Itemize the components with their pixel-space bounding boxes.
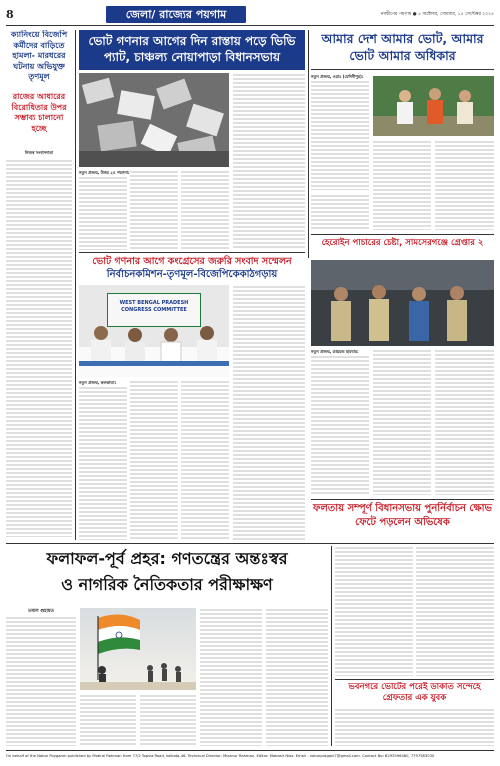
congress-banner-text: WEST BENGAL PRADESH CONGRESS COMMITTEE: [119, 300, 189, 313]
story-rule: [311, 234, 494, 235]
left-byline: নিজস্ব সংবাদদাতা: [24, 150, 54, 155]
heroin-headline: হেরোইন পাচারের চেষ্টা, সামসেরগঞ্জে গ্রেপ্তার ২: [321, 238, 484, 248]
left-body-text: [6, 159, 72, 537]
result-body-col1: [311, 355, 369, 495]
column-rule: [308, 30, 309, 258]
footer-imprint: On behalf of the Notun Poyganm published by Motiral Rahman from 77/2 Topsia Road, kolkata-46. Technical Director: Mizanur Rahman. Editor: Mabasir Niaz. Email - notunpraganl7@gmail.com. Contact No: 8293596460, 7797583030: [6, 754, 435, 758]
lead-body-col3: [181, 170, 229, 250]
right-body-col3: [435, 140, 494, 230]
police-photo: [311, 260, 494, 346]
result-body-col2: [373, 349, 431, 495]
dateline: নবদ্বীপের পয়গাম ● ৫ অক্টোবর, সোমবার, ১৫ সেপ্টেম্বর ২০২৫: [380, 12, 494, 17]
congress-body-col1: [79, 386, 127, 540]
story-rule: [335, 679, 494, 680]
lead-story: [79, 30, 305, 250]
editorial-body-col4: [200, 608, 262, 746]
story-rule: [79, 252, 305, 253]
congress-headline-1: ভোট গণনার আগে কংগ্রেসের জরুরি সংবাদ সম্মেলন: [92, 256, 292, 267]
congress-dateline: নতুন প্রজন্ম, কলকাতা:: [79, 380, 117, 385]
lead-body-col1: [79, 176, 127, 250]
flag-photo: [80, 608, 196, 690]
left-headline: ক্যানিংয়ে বিজেপি কর্মীদের বাড়িতে হামলা- মারধরের ঘটনায় অভিযুক্ত তৃণমূল: [10, 30, 68, 81]
result-dateline: নতুন প্রজন্ম, ডায়মন্ড হারবার:: [311, 349, 359, 354]
editorial-body-col5: [266, 608, 328, 746]
left-column-story: [6, 30, 72, 540]
editorial-headline-box: [6, 546, 328, 604]
right-body-col1b: [311, 194, 369, 230]
footer-rule: [6, 750, 494, 751]
right-story: [311, 30, 494, 258]
story-rule: [311, 499, 494, 500]
bottom-right-body: [335, 708, 494, 746]
column-rule: [331, 546, 332, 746]
lead-body-col2: [130, 170, 178, 250]
bottom-right-col2: [416, 546, 494, 676]
masthead-rule: [6, 25, 494, 26]
editorial-byline: তমাল গুহায়ত: [28, 609, 54, 614]
editorial-headline-2: ও নাগরিক নৈতিকতার পরীক্ষাক্ষণ: [61, 575, 273, 594]
right-body-col2: [373, 140, 431, 230]
voting-photo: [373, 76, 494, 136]
section-title: জেলা/ রাজ্যের পয়গাম: [125, 8, 227, 21]
congress-body-col3: [181, 380, 229, 540]
section-rule: [6, 543, 494, 544]
bottom-right-headline: ভবনগরে ভোটের পরেই ডাকাত সন্দেহে গ্রেফতার এক যুবক: [348, 682, 481, 703]
result-story: [311, 349, 494, 540]
section-banner: [106, 6, 246, 23]
lead-headline: ভোট গণনার আগের দিন রাস্তায় পড়ে ভিভি প্যাট, চাঞ্চল্য নোয়াপাড়া বিধানসভায়: [79, 30, 305, 70]
masthead: [6, 6, 494, 23]
right-headline: আমার দেশ আমার ভোট, আমার ভোট আমার অধিকার: [311, 30, 494, 70]
page-number: 8: [6, 8, 14, 21]
vvpat-photo: [79, 73, 229, 167]
left-subhead: রাজের আধারের বিরোধিতার উপর সম্ভাব্য চালানো হচ্ছে: [11, 92, 67, 133]
editorial-body-col1: [6, 616, 76, 746]
column-rule: [75, 30, 76, 540]
congress-press-photo: [79, 285, 229, 377]
result-headline: ফলতায় সম্পূর্ণ বিধানসভায় পুনর্নির্বাচন ক্ষোভ ফেটে পড়লেন অভিষেক: [313, 503, 492, 528]
editorial-body-col3: [140, 694, 196, 746]
lead-dateline: নতুন প্রজন্ম, উত্তর ২৪ পরগনা:: [79, 170, 130, 175]
right-dateline: নতুন প্রজন্ম, ওয়াঃ (মেদিনীপুর):: [311, 74, 364, 79]
congress-story: [79, 255, 305, 540]
lead-body-right: [233, 73, 305, 250]
editorial-headline-1: ফলাফল-পূর্ব প্রহর: গণতন্ত্রের অন্তঃস্বর: [46, 549, 288, 568]
editorial-body-col2: [80, 694, 136, 746]
congress-headline-2: নির্বাচনকমিশন-তৃণমূল-বিজেপিকেকাঠগড়ায়: [106, 269, 278, 280]
result-body-col3: [435, 349, 494, 495]
right-body-col1: [311, 80, 369, 190]
bottom-right-col1: [335, 546, 413, 676]
congress-body-right: [233, 285, 305, 540]
congress-body-col2: [130, 380, 178, 540]
